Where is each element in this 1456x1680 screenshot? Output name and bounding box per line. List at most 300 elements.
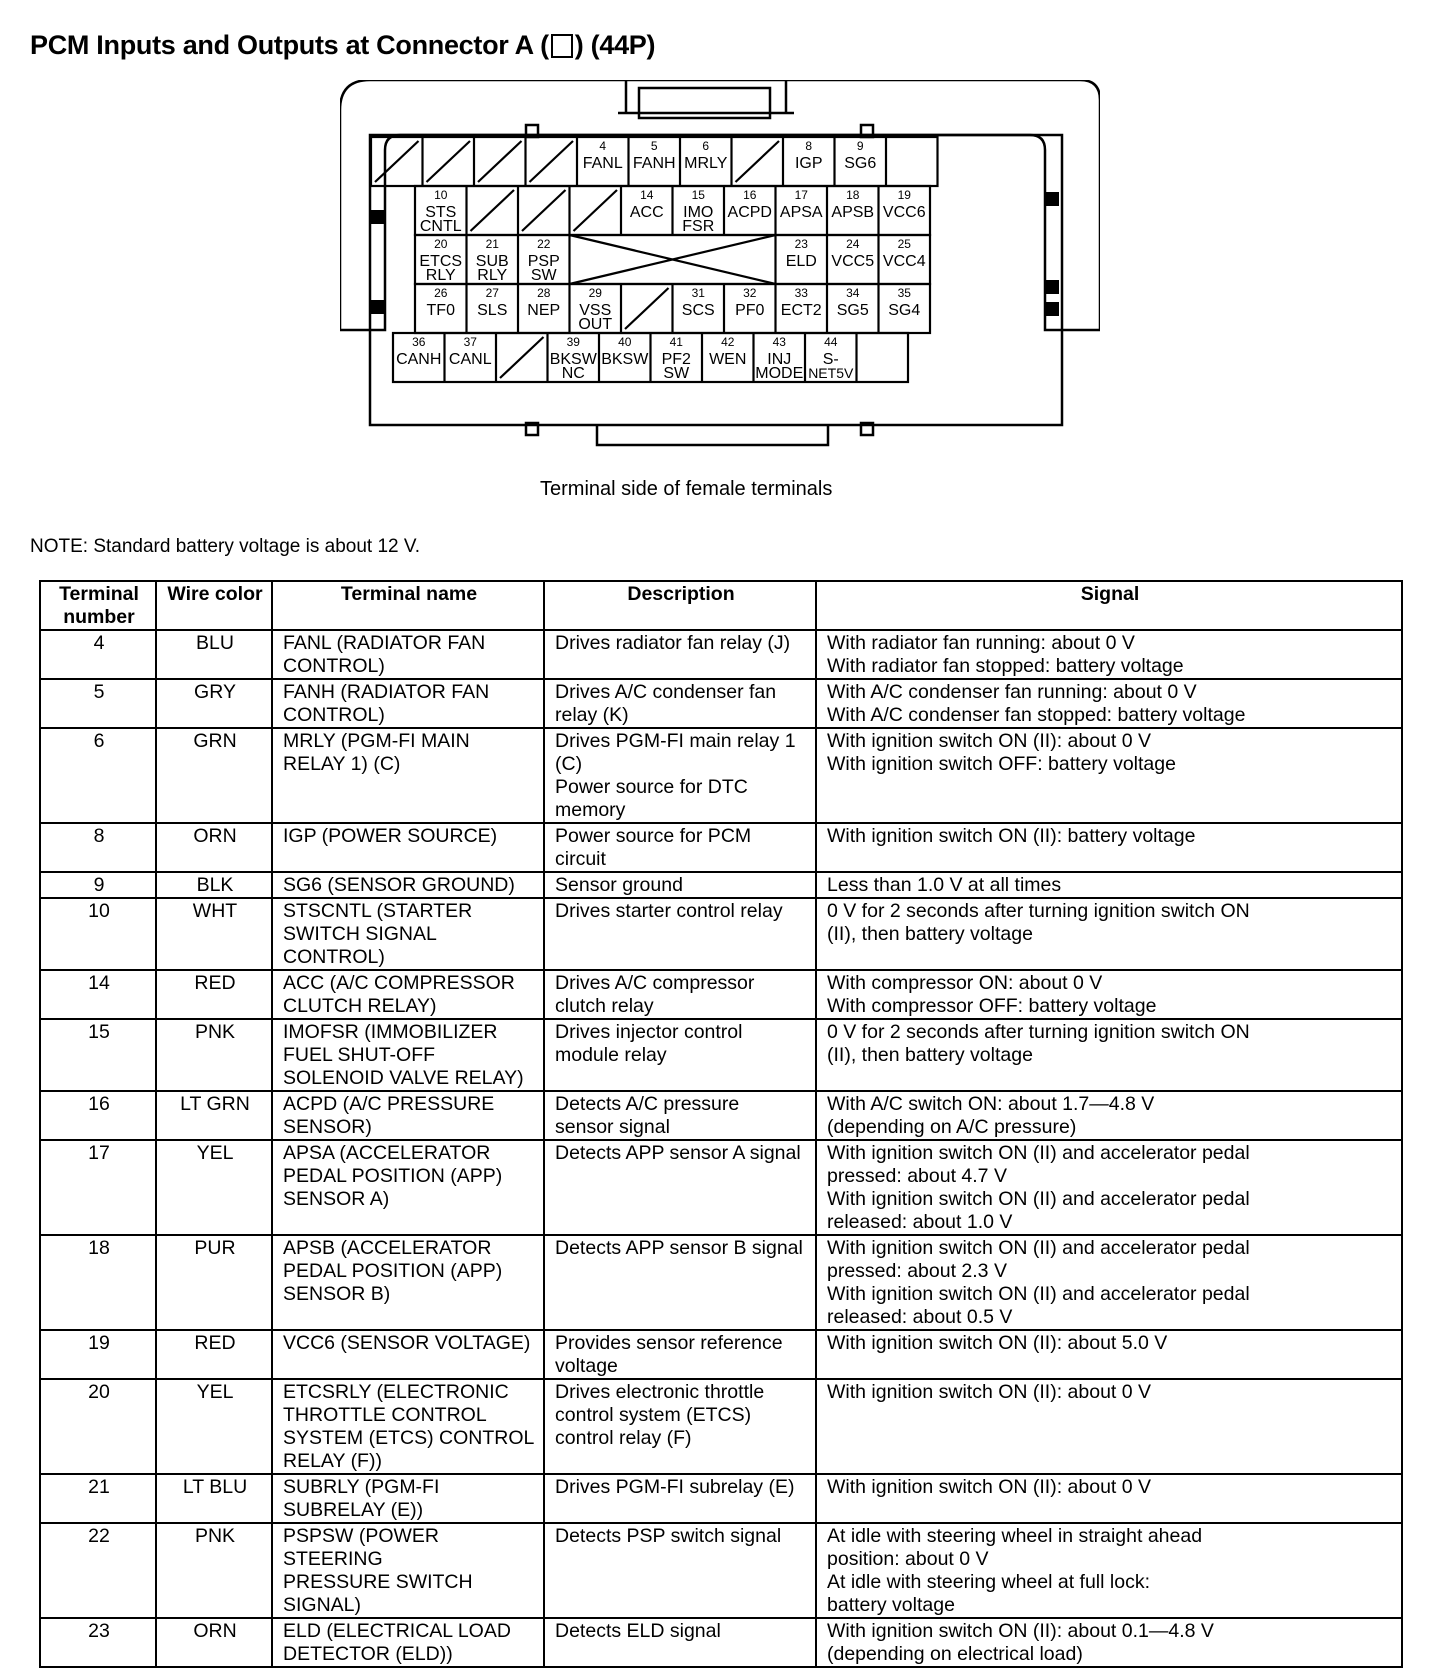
cell-line: Detects APP sensor A signal [555,1142,801,1164]
cell-line: At idle with steering wheel in straight ahead [827,1525,1203,1547]
cell-line: With ignition switch ON (II): about 5.0 V [827,1332,1168,1354]
signal-cell [816,1379,1402,1474]
unused-cavity-slash [625,288,669,329]
signal-cell [816,872,1402,898]
pin-number: 19 [897,188,911,202]
description-cell [544,1019,816,1091]
cell-line: Detects APP sensor B signal [555,1237,803,1259]
pin-label: APSB [831,204,875,221]
cell-line: 16 [88,1093,110,1115]
cell-line: With A/C condenser fan running: about 0 V [827,681,1197,703]
wire-color-cell [156,1330,272,1379]
pin-label: ECT2 [780,302,822,319]
cell-line: Power source for DTC [555,776,748,798]
cell-line: With ignition switch OFF: battery voltage [827,753,1176,775]
table-row [40,872,1402,898]
cell-line: With compressor OFF: battery voltage [827,995,1157,1017]
pin-label: SLS [477,302,508,319]
cell-line: pressed: about 4.7 V [827,1165,1007,1187]
table-row [40,630,1402,679]
cell-line: Detects A/C pressure [555,1093,740,1115]
signal-cell [816,1091,1402,1140]
cell-line: DETECTOR (ELD)) [283,1643,453,1665]
pin-number: 39 [566,335,580,349]
cell-line: Drives PGM-FI main relay 1 [555,730,796,752]
cell-line: pressed: about 2.3 V [827,1260,1007,1282]
cell-line: With radiator fan stopped: battery voltage [827,655,1184,677]
cell-line: Drives A/C condenser fan [555,681,777,703]
terminal-name-cell [272,1091,544,1140]
pin-table [39,580,1403,1668]
signal-cell [816,630,1402,679]
terminal-number-cell [40,1523,156,1618]
cell-line: WHT [192,900,238,922]
battery-voltage-note: NOTE: Standard battery voltage is about 12 V. [30,536,421,557]
pin-label: CANH [396,351,442,368]
cell-line: YEL [196,1142,234,1164]
pin-label: MODE [755,365,804,382]
cell-line: SOLENOID VALVE RELAY) [283,1067,524,1089]
cell-line: 23 [88,1620,110,1642]
unused-cavity-slash [500,337,544,378]
cell-line: Drives PGM-FI subrelay (E) [555,1476,795,1498]
cell-line: battery voltage [827,1594,955,1616]
cell-line: CONTROL) [283,946,385,968]
pin-label: WEN [709,351,747,368]
pin-label: NEP [527,302,561,319]
unused-cavity-slash [574,190,618,231]
terminal-number-cell [40,630,156,679]
cell-line: (depending on A/C pressure) [827,1116,1077,1138]
terminal-name-cell [272,1235,544,1330]
pin-number: 9 [856,139,864,153]
pin-number: 8 [805,139,813,153]
description-cell [544,679,816,728]
wire-color-cell [156,1379,272,1474]
cell-line: voltage [555,1355,618,1377]
wire-color-cell [156,872,272,898]
header-terminal-name: Terminal name [272,581,544,630]
cell-line: THROTTLE CONTROL [283,1404,487,1426]
cell-line: Drives injector control [555,1021,743,1043]
cell-line: APSB (ACCELERATOR [283,1237,492,1259]
pin-label: SCS [681,302,715,319]
cell-line: SWITCH SIGNAL [283,923,437,945]
pin-number: 6 [702,139,710,153]
title-text-start: PCM Inputs and Outputs at Connector A ( [30,30,549,60]
terminal-number-cell [40,1474,156,1523]
unused-cavity-slash [530,141,574,182]
pin-label: CNTL [419,218,462,235]
terminal-number-cell [40,1330,156,1379]
wire-color-cell [156,1235,272,1330]
table-row [40,1523,1402,1618]
description-cell [544,1091,816,1140]
table-row [40,1379,1402,1474]
cell-line: 22 [88,1525,110,1547]
unused-cavity-slash [375,141,419,182]
wire-color-cell [156,898,272,970]
signal-cell [816,1523,1402,1618]
cell-line: With A/C switch ON: about 1.7—4.8 V [827,1093,1155,1115]
pin-label: SG4 [888,302,921,319]
cell-line: With compressor ON: about 0 V [827,972,1103,994]
pin-number: 37 [463,335,477,349]
pin-number: 24 [846,237,860,251]
cell-line: APSA (ACCELERATOR [283,1142,491,1164]
pin-number: 25 [897,237,911,251]
cell-line: 14 [88,972,110,994]
pin-label: ETCS [419,253,463,270]
cell-line: PRESSURE SWITCH [283,1571,473,1593]
pin-label: S- [822,351,839,368]
cell-line: BLK [196,874,234,896]
cell-line: control relay (F) [555,1427,692,1449]
cell-line: IGP (POWER SOURCE) [283,825,498,847]
cell-line: ELD (ELECTRICAL LOAD [283,1620,511,1642]
cell-line: PNK [194,1525,236,1547]
description-cell [544,1618,816,1667]
cell-line: 6 [93,730,105,752]
cell-line: VCC6 (SENSOR VOLTAGE) [283,1332,531,1354]
cell-line: SUBRELAY (E)) [283,1499,424,1521]
header-signal: Signal [816,581,1402,630]
pin-number: 34 [846,286,860,300]
pin-number: 10 [434,188,448,202]
cell-line: 21 [88,1476,110,1498]
pin-label: NET5V [808,365,854,381]
cell-line: 15 [88,1021,110,1043]
terminal-name-cell [272,630,544,679]
pin-number: 20 [434,237,448,251]
pin-label: BKSW [601,351,649,368]
cell-line: GRY [194,681,236,703]
wire-color-cell [156,1618,272,1667]
cell-line: PSPSW (POWER STEERING [283,1525,440,1570]
table-row [40,823,1402,872]
pin-label: VCC4 [882,253,926,270]
terminal-name-cell [272,1523,544,1618]
unused-cavity-slash [736,141,780,182]
signal-cell [816,970,1402,1019]
cell-line: MRLY (PGM-FI MAIN [283,730,470,752]
pin-number: 35 [897,286,911,300]
unused-cavity-slash [478,141,522,182]
description-cell [544,728,816,823]
cell-line: PEDAL POSITION (APP) [283,1165,503,1187]
cell-line: module relay [555,1044,667,1066]
terminal-name-cell [272,1618,544,1667]
cell-line: LT BLU [182,1476,248,1498]
cell-line: 19 [88,1332,110,1354]
description-cell [544,630,816,679]
connector-box-symbol [551,34,573,58]
wire-color-cell [156,970,272,1019]
pin-number: 14 [640,188,654,202]
unused-cavity-slash [471,190,515,231]
pin-number: 29 [588,286,602,300]
cell-line: Power source for PCM [555,825,752,847]
cell-line: RELAY 1) (C) [283,753,401,775]
cell-line: (depending on electrical load) [827,1643,1083,1665]
signal-cell [816,823,1402,872]
pin-label: SUB [475,253,509,270]
header-terminal-number: Terminal number [40,581,156,630]
wire-color-cell [156,630,272,679]
cell-line: GRN [193,730,237,752]
cell-line: memory [555,799,626,821]
connector-diagram [340,80,1100,450]
terminal-number-cell [40,898,156,970]
wire-color-cell [156,823,272,872]
unused-cavity-slash [522,190,566,231]
cell-line: (C) [555,753,583,775]
pin-number: 18 [846,188,860,202]
terminal-name-cell [272,823,544,872]
cell-line: SENSOR) [283,1116,372,1138]
cell-line: With ignition switch ON (II): about 0 V [827,730,1152,752]
cell-line: With radiator fan running: about 0 V [827,632,1135,654]
cell-line: released: about 1.0 V [827,1211,1013,1233]
wire-color-cell [156,728,272,823]
pin-label: ACPD [727,204,772,221]
pin-label: SW [663,365,690,382]
description-cell [544,898,816,970]
cell-line: Detects ELD signal [555,1620,721,1642]
cell-line: position: about 0 V [827,1548,989,1570]
cell-line: LT GRN [180,1093,250,1115]
cell-line: Drives starter control relay [555,900,783,922]
terminal-number-cell [40,1091,156,1140]
terminal-name-cell [272,1330,544,1379]
cell-line: RED [194,1332,236,1354]
terminal-number-cell [40,679,156,728]
terminal-number-cell [40,1019,156,1091]
wire-color-cell [156,1523,272,1618]
cell-line: ACC (A/C COMPRESSOR [283,972,515,994]
cell-line: ACPD (A/C PRESSURE [283,1093,495,1115]
cell-line: With ignition switch ON (II): battery voltage [827,825,1196,847]
header-wire-color: Wire color [156,581,272,630]
cell-line: RED [194,972,236,994]
cell-line: With ignition switch ON (II) and accelerator pedal [827,1188,1250,1210]
signal-cell [816,1618,1402,1667]
table-row [40,679,1402,728]
terminal-name-cell [272,1019,544,1091]
cell-line: SYSTEM (ETCS) CONTROL [283,1427,535,1449]
cell-line: SENSOR B) [283,1283,391,1305]
terminal-number-cell [40,1140,156,1235]
unused-cavity-slash [427,141,471,182]
cell-line: SG6 (SENSOR GROUND) [283,874,515,896]
pin-number: 27 [485,286,499,300]
table-row [40,898,1402,970]
pin-number: 22 [537,237,551,251]
pin-label: TF0 [426,302,455,319]
title-text-end: ) (44P) [574,30,656,60]
pin-label: CANL [448,351,492,368]
wire-color-cell [156,679,272,728]
cell-line: circuit [555,848,606,870]
connector-caption: Terminal side of female terminals [540,478,833,500]
cell-line: PUR [194,1237,236,1259]
signal-cell [816,898,1402,970]
table-row [40,1618,1402,1667]
cell-line: Less than 1.0 V at all times [827,874,1062,896]
cell-line: sensor signal [555,1116,670,1138]
cell-line: CLUTCH RELAY) [283,995,437,1017]
pin-label: SG5 [836,302,869,319]
terminal-number-cell [40,970,156,1019]
pin-label: FANH [632,155,676,172]
pin-label: STS [425,204,457,221]
pin-number: 21 [485,237,499,251]
cell-line: IMOFSR (IMMOBILIZER [283,1021,498,1043]
pin-label: ELD [785,253,817,270]
pin-label: PF0 [735,302,765,319]
cell-line: 8 [93,825,105,847]
cell-line: Drives electronic throttle [555,1381,765,1403]
wire-color-cell [156,1474,272,1523]
cell-line: With ignition switch ON (II): about 0 V [827,1381,1152,1403]
pin-label: APSA [779,204,823,221]
pin-label: IGP [794,155,823,172]
terminal-name-cell [272,1379,544,1474]
pin-number: 17 [794,188,808,202]
cell-line: With ignition switch ON (II): about 0 V [827,1476,1152,1498]
table-row [40,970,1402,1019]
cell-line: ORN [193,825,237,847]
description-cell [544,1379,816,1474]
wire-color-cell [156,1140,272,1235]
wire-color-cell [156,1019,272,1091]
pin-label: ACC [629,204,664,221]
cell-line: With ignition switch ON (II) and accelerator pedal [827,1237,1250,1259]
pin-label: SG6 [844,155,877,172]
cell-line: Drives radiator fan relay (J) [555,632,791,654]
terminal-name-cell [272,679,544,728]
pin-number: 43 [772,335,786,349]
description-cell [544,823,816,872]
description-cell [544,1523,816,1618]
cell-line: ETCSRLY (ELECTRONIC [283,1381,509,1403]
cell-line: With ignition switch ON (II) and accelerator pedal [827,1142,1250,1164]
cell-line: 5 [93,681,105,703]
table-header-row [40,581,1402,630]
wire-color-cell [156,1091,272,1140]
pin-number: 26 [434,286,448,300]
pin-label: INJ [767,351,792,368]
description-cell [544,1474,816,1523]
cell-line: FUEL SHUT-OFF [283,1044,436,1066]
cell-line: RELAY (F)) [283,1450,382,1472]
cell-line: STSCNTL (STARTER [283,900,473,922]
cell-line: Sensor ground [555,874,683,896]
cell-line: At idle with steering wheel at full lock: [827,1571,1150,1593]
terminal-name-cell [272,1140,544,1235]
cell-line: 0 V for 2 seconds after turning ignition switch ON [827,900,1250,922]
pin-label: FANL [582,155,623,172]
signal-cell [816,1140,1402,1235]
signal-cell [816,1019,1402,1091]
pin-number: 44 [824,335,838,349]
terminal-name-cell [272,970,544,1019]
pin-number: 32 [743,286,757,300]
description-cell [544,1330,816,1379]
cell-line: 4 [93,632,105,654]
pin-number: 31 [691,286,705,300]
pin-label: VCC5 [831,253,875,270]
cell-line: 17 [88,1142,110,1164]
pin-number: 23 [794,237,808,251]
cell-line: CONTROL) [283,704,385,726]
cell-line: CONTROL) [283,655,385,677]
cell-line: 20 [88,1381,110,1403]
table-row [40,1091,1402,1140]
pin-number: 42 [721,335,735,349]
cell-line: 10 [88,900,110,922]
signal-cell [816,679,1402,728]
pin-number: 4 [599,139,607,153]
pin-label: MRLY [684,155,728,172]
cell-line: SUBRLY (PGM-FI [283,1476,440,1498]
cell-line: FANH (RADIATOR FAN [283,681,490,703]
terminal-number-cell [40,1235,156,1330]
signal-cell [816,1474,1402,1523]
pin-label: SW [530,267,557,284]
table-row [40,728,1402,823]
cell-line: clutch relay [555,995,654,1017]
cell-line: control system (ETCS) [555,1404,752,1426]
terminal-name-cell [272,898,544,970]
cell-line: SENSOR A) [283,1188,390,1210]
pin-label: FSR [682,218,715,235]
table-row [40,1140,1402,1235]
pin-label: VCC6 [882,204,926,221]
pin-number: 33 [794,286,808,300]
cell-line: SIGNAL) [283,1594,362,1616]
signal-cell [816,1330,1402,1379]
pin-number: 15 [691,188,705,202]
pin-label: IMO [683,204,714,221]
pin-number: 41 [669,335,683,349]
terminal-number-cell [40,872,156,898]
cell-line: FANL (RADIATOR FAN [283,632,486,654]
terminal-name-cell [272,1474,544,1523]
cell-line: Provides sensor reference [555,1332,783,1354]
pin-label: VSS [579,302,612,319]
cell-line: (II), then battery voltage [827,923,1033,945]
table-row [40,1330,1402,1379]
pin-label: OUT [578,316,613,333]
terminal-number-cell [40,1618,156,1667]
pin-number: 40 [618,335,632,349]
cell-line: 18 [88,1237,110,1259]
cell-line: BLU [196,632,234,654]
cell-line: Detects PSP switch signal [555,1525,782,1547]
signal-cell [816,728,1402,823]
terminal-name-cell [272,728,544,823]
cell-line: 0 V for 2 seconds after turning ignition switch ON [827,1021,1250,1043]
cell-line: PEDAL POSITION (APP) [283,1260,503,1282]
pin-label: PSP [527,253,560,270]
pin-label: RLY [477,267,508,284]
cell-line: YEL [196,1381,234,1403]
signal-cell [816,1235,1402,1330]
terminal-number-cell [40,728,156,823]
pin-number: 16 [743,188,757,202]
cell-line: relay (K) [555,704,629,726]
